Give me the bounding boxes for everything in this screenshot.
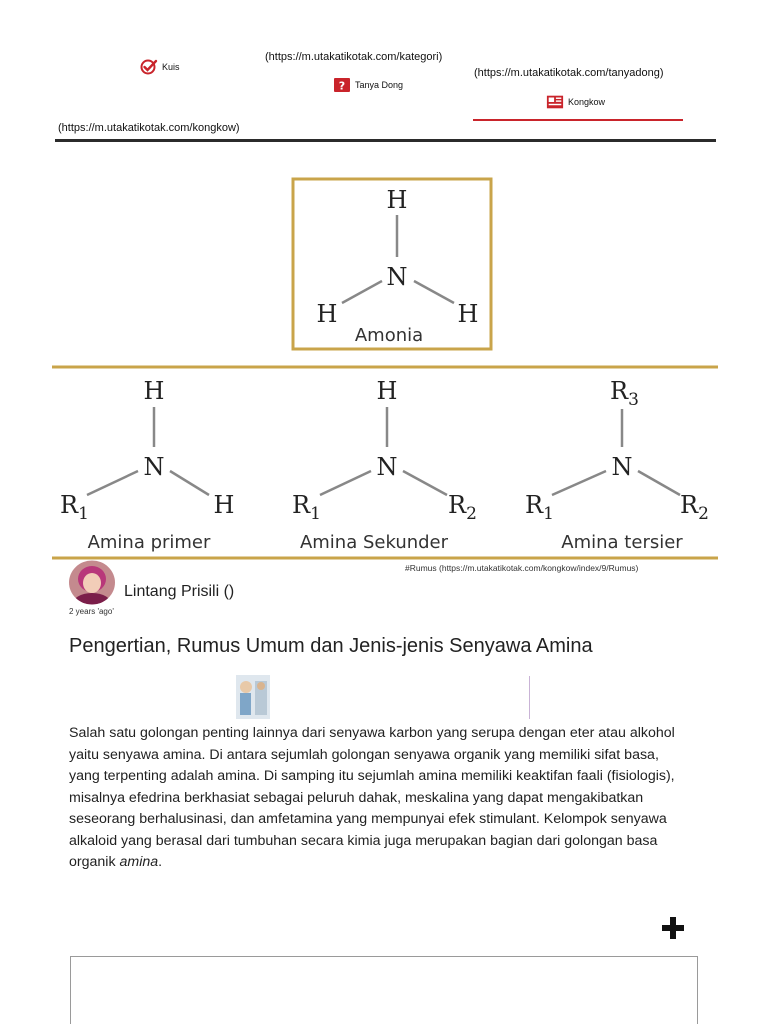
kongkow-link[interactable]: (https://m.utakatikotak.com/kongkow) [58,122,240,134]
svg-text:?: ? [338,79,346,93]
primary-amine-panel [60,377,234,553]
secondary-amine-panel [292,377,477,553]
tertiary-right-atom: $R_2$ [680,491,709,524]
nav-item-label: Tanya Dong [355,80,404,90]
checkmark-badge-icon [140,59,158,75]
plus-icon[interactable] [662,917,684,939]
tag-link[interactable]: #Rumus (https://m.utakatikotak.com/kongkow/index/9/Rumus) [405,563,639,573]
active-tab-indicator [473,119,683,121]
secondary-right-atom: $R_2$ [448,491,477,524]
primary-left-atom: $R_1$ [60,491,89,524]
amine-structures-figure [52,165,718,563]
primary-caption: Amina primer [87,532,211,553]
primary-top-atom: H [143,377,165,405]
tanyadong-link[interactable]: (https://m.utakatikotak.com/tanyadong) [474,67,664,79]
tertiary-caption: Amina tersier [561,532,683,553]
secondary-left-atom: $R_1$ [292,491,321,524]
question-box-icon [333,77,351,93]
nav-item-kongkow[interactable] [546,94,605,110]
nav-item-kuis[interactable] [140,59,180,75]
comment-box [70,956,698,1024]
tertiary-amine-panel [525,377,709,553]
ammonia-center-atom: N [386,263,408,291]
ammonia-panel [293,179,491,349]
header-divider [55,139,716,142]
article-title: Pengertian, Rumus Umum dan Jenis-jenis Senyawa Amina [69,635,593,657]
nav-item-tanya-dong[interactable] [333,77,403,93]
thumbnail-separator [529,676,530,719]
kategori-link[interactable]: (https://m.utakatikotak.com/kategori) [265,51,443,63]
ammonia-left-atom: H [316,300,338,328]
primary-right-atom: H [213,491,235,519]
newspaper-icon [546,94,564,110]
ammonia-caption: Amonia [354,325,424,346]
secondary-caption: Amina Sekunder [299,532,449,553]
tertiary-left-atom: $R_1$ [525,491,554,524]
article-body: Salah satu golongan penting lainnya dari senyawa karbon yang serupa dengan eter atau alkohol yaitu senyawa amina. Di antara sejumlah golongan senyawa organik yang memiliki sifat basa, yang terpenting adalah amina. Di samping itu sejumlah amina memiliki keaktifan faali (fisiologis), misalnya efedrina berkhasiat sebagai peluruh dahak, meskalina yang dapat mengakibatkan seseorang berhalusinasi, dan amfetamina yang mempunyai efek stimulant. Kelompok senyawa alkaloid yang berasal dari tumbuhan secara kimia juga merupakan bagian dari golongan basa organik amina. [69,725,675,870]
user-avatar-icon[interactable] [68,560,116,605]
post-time: 2 years 'ago' [69,607,114,616]
nav-item-label: Kuis [162,62,180,72]
ammonia-right-atom: H [457,300,479,328]
primary-center-atom: N [143,453,165,481]
tertiary-center-atom: N [611,453,633,481]
article-thumbnail[interactable] [236,675,270,719]
tertiary-top-atom: $R_3$ [610,377,639,410]
author-name[interactable]: Lintang Prisili () [124,583,235,600]
secondary-center-atom: N [376,453,398,481]
nav-item-label: Kongkow [568,97,606,107]
ammonia-top-atom: H [386,186,408,214]
emphasis-amina: amina [119,854,159,870]
secondary-top-atom: H [376,377,398,405]
